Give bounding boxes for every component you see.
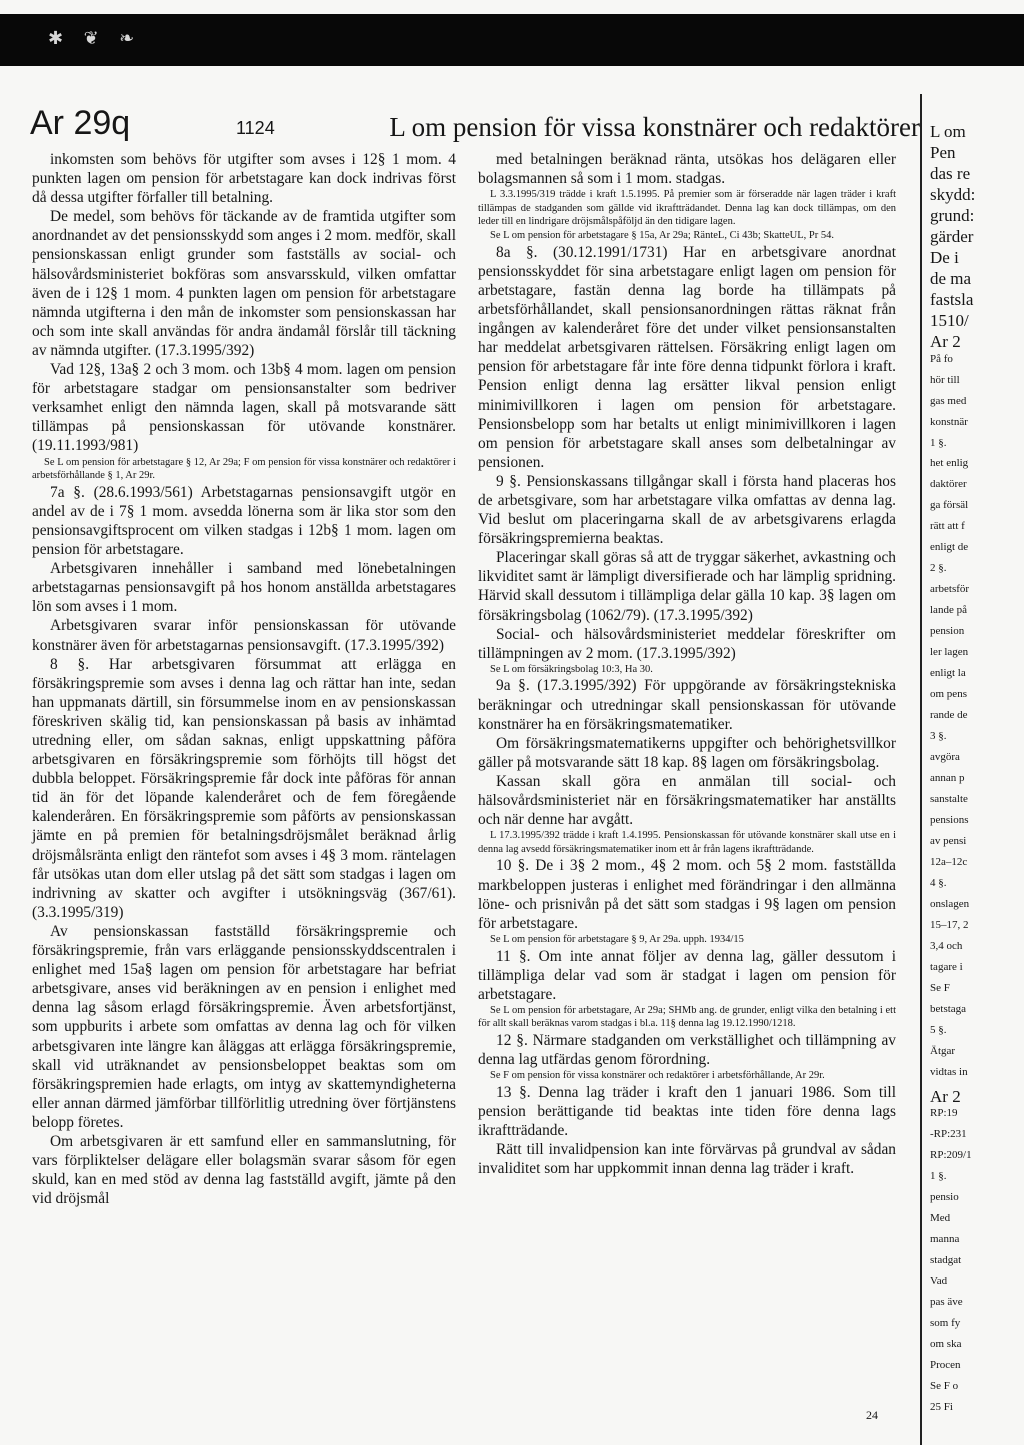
strip-fragment: 1 §.	[930, 437, 947, 449]
paragraph: 8 §. Har arbetsgivaren försummat att erlägga en försäkringspremie som avses i denna lag och rättar han inte, sedan han uppmanats därtill, sin försummelse inom en av pensionskassan föreskriven skälig tid, kan pensionskassan på basis av inhämtad utredning eller, om sådan saknas, enligt uppskattning påföra arbetsgivaren en försäkringspremie som förhöjts till högst det dubbla beloppet. Försäkringspremie får dock inte påföras för annan tid än för det löpande kalenderåret och de fem föregående kalenderåren. En försäkringspremie som påförts av pensionskassan jämte en på premien för betalningsdröjsmålet beräknad årlig dröjsmålsränta enligt den räntefot som avses i 4§ 3 mom. räntelagen får utsökas utan dom eller utslag på det sätt som stadgas i lagen om indrivning av skatter och avgifter i utsökningsväg (367/61). (3.3.1995/319)	[32, 655, 456, 921]
strip-fragment: 1 §.	[930, 1170, 947, 1182]
strip-fragment: enligt la	[930, 667, 966, 679]
strip-fragment: rande de	[930, 709, 968, 721]
paragraph: Arbetsgivaren svarar inför pensionskassan för utövande konstnärer även för arbetstagarnas pensionsavgift. (17.3.1995/392)	[32, 617, 456, 654]
strip-fragment: Med	[930, 1212, 951, 1224]
paragraph: Om arbetsgivaren är ett samfund eller en sammanslutning, för vars förpliktelser delägare eller bolagsmän svarar såsom för egen skuld, kan en med stöd av denna lag fastställd avgift, jämte på den vid dröjsmål	[32, 1132, 456, 1208]
paragraph: inkomsten som behövs för utgifter som avses i 12§ 1 mom. 4 punkten lagen om pension för arbetstagare kan dock indrivas först då dessa utgifter förfaller till betalning.	[32, 151, 456, 207]
strip-fragment: stadgat	[930, 1254, 962, 1266]
strip-fragment: L om	[930, 122, 966, 141]
paragraph: 7a §. (28.6.1993/561) Arbetstagarnas pensionsavgift utgör en andel av de i 7§ 1 mom. avsedda lönerna som är lika stor som den pensionsavgiftsprocent om vilken stadgas i 12b§ 1 mom. lagen om pension för arbetstagare.	[32, 483, 456, 559]
strip-fragment: pensions	[930, 814, 969, 826]
paragraph: Social- och hälsovårdsministeriet meddelar föreskrifter om tillämpningen av 2 mom. (17.3.1995/392)	[478, 625, 896, 662]
paragraph: 10 §. De i 3§ 2 mom., 4§ 2 mom. och 5§ 2 mom. fastställda markbeloppen justeras i enlighet med förändringar i den allmänna löne- och prisnivån på det sätt som stadgas i 9§ lagen om pension för arbetstagare.	[478, 857, 896, 932]
strip-fragment: lande på	[930, 604, 967, 616]
strip-fragment: 2 §.	[930, 562, 947, 574]
strip-fragment: RP:19	[930, 1107, 958, 1119]
strip-fragment: gas med	[930, 395, 967, 407]
scan-top-bar	[0, 14, 1024, 66]
reference-note: Se L om pension för arbetstagare § 12, Ar 29a; F om pension för vissa konstnärer och redaktörer i arbetsförhållande § 1, Ar 29r.	[32, 456, 456, 482]
reference-note: L 17.3.1995/392 trädde i kraft 1.4.1995. Pensionskassan för utövande konstnärer skall utse en i denna lag avsedd försäkringsmatematiker inom ett år från lagens ikraftträdande.	[478, 830, 896, 855]
reference-note: L 3.3.1995/319 trädde i kraft 1.5.1995. På premier som är förseradde när lagen träder i kraft tillämpas de stadganden som gällde vid ikraftträdandet. Denna lag kan dock tillämpas, om den leder till en lindrigare dröjsmålspåföljd än den tidigare lagen.	[478, 189, 896, 228]
page-title: L om pension för vissa konstnärer och redaktörer	[389, 112, 920, 142]
strip-fragment: Vad	[930, 1275, 948, 1287]
paragraph: 9 §. Pensionskassans tillgångar skall i första hand placeras hos de arbetsgivare, som har arbetstagare vilka omfattas av denna lag. Vid beslut om placeringarna skall de av arbetsgivarens erlagda försäkringspremierna beaktas.	[478, 472, 896, 548]
right-column	[478, 150, 896, 1178]
reference-note: Se F om pension för vissa konstnärer och redaktörer i arbetsförhållande, Ar 29r.	[490, 1070, 825, 1082]
strip-fragment: 3 §.	[930, 730, 947, 742]
paragraph: Rätt till invalidpension kan inte förvärvas på grundval av sådan invaliditet som har uppkommit innan denna lag träder i kraft.	[478, 1141, 896, 1178]
page-number: 1124	[236, 118, 275, 138]
paragraph: 12 §. Närmare stadganden om verkställighet och tillämpning av denna lag utfärdas genom förordning.	[478, 1032, 896, 1069]
strip-fragment: tagare i	[930, 961, 963, 973]
strip-fragment: sanstalte	[930, 793, 968, 805]
strip-fragment: pensio	[930, 1191, 959, 1203]
reference-note: Se L om försäkringsbolag 10:3, Ha 30.	[490, 663, 653, 675]
paragraph: Placeringar skall göras så att de tryggar säkerhet, avkastning och likviditet samt är lämpligt diversifierade och har lämplig spridning. Härvid skall dessutom i tillämpliga delar gälla 10 kap. 3§ lagen om försäkringsbolag (1062/79). (17.3.1995/392)	[478, 549, 896, 624]
next-page-strip	[930, 122, 1024, 1445]
paragraph: Om försäkringsmatematikerns uppgifter och behörighetsvillkor gäller på motsvarande sätt 18 kap. 8§ lagen om försäkringsbolag.	[478, 734, 896, 771]
paragraph: 13 §. Denna lag träder i kraft den 1 januari 1986. Som till pension berättigande tid beaktas inte tiden före denna lags ikraftträdande.	[478, 1083, 896, 1140]
strip-fragment: daktörer	[930, 478, 967, 490]
strip-fragment: enligt de	[930, 541, 969, 553]
strip-fragment: gärder	[930, 227, 974, 246]
paragraph: Arbetsgivaren innehåller i samband med lönebetalningen arbetstagarnas pensionsavgift på hos honom anställda arbetstagares lön som avses i 1 mom.	[32, 560, 456, 616]
strip-fragment: betstaga	[930, 1003, 967, 1015]
strip-fragment: grund:	[930, 206, 975, 225]
strip-fragment: Ar 2	[930, 332, 961, 351]
paragraph: 11 §. Om inte annat följer av denna lag, gäller dessutom i tillämpliga delar vad som är stadgat i lagen om pension för arbetstagare.	[478, 947, 896, 1003]
paragraph: Av pensionskassan fastställd försäkringspremie och försäkringspremie, från vars erläggande pensionsskyddscentralen i enlighet med 15a§ lagen om pension för arbetstagare har befriat arbetsgivare, anses vid beräkningen av en pension i enlighet med denna lag såsom erlagd försäkringspremie. Även arbetsfortjänst, som uppburits i arbete som omfattas av denna lag och för vilken arbetsgivaren inte längre kan åläggas att erlägga försäkringspremie, skall vid uträknandet av pensionsbeloppet beaktas som om försäkringspremien hade erlagts, om intyg av skattemyndigheterna eller annan därmed jämförbar tillförlitlig utredning över förtjänstens belopp företes.	[32, 922, 456, 1131]
paragraph: 8a §. (30.12.1991/1731) Har en arbetsgivare anordnat pensionsskyddet för sina arbetstagare enligt lagen om pension för arbetstagare, fastän denna lag borde ha tillämpats på arbetsförhållandet, skall pensionsanordningen rättas räknat från ingången av kalenderåret före det under vilket pensionsanstalten har meddelat arbetsgivaren rättelsen. Försäkring enligt lagen om pension för arbetstagare får inte före denna tidpunkt förlora i kraft. Pension enligt denna lag ersätter likval pension enligt minimivillkoren i lagen om pension för arbetstagare. Pensionsbelopp som har betalts ut enligt minimivillkoren i lagen om pension för arbetstagare skall anses som delbetalningar av pensionen.	[478, 243, 896, 471]
reference-note: Se L om pension för arbetstagare § 9, Ar 29a. upph. 1934/15	[490, 933, 744, 945]
strip-fragment: ga försäl	[930, 499, 969, 511]
strip-fragment: På fo	[930, 353, 953, 365]
strip-fragment: av pensi	[930, 835, 967, 847]
strip-fragment: de ma	[930, 269, 972, 288]
strip-fragment: rätt att f	[930, 520, 965, 532]
strip-fragment: Se F o	[930, 1380, 959, 1392]
strip-fragment: Se F	[930, 982, 950, 994]
paragraph: 9a §. (17.3.1995/392) För uppgörande av försäkringstekniska beräkningar och utredningar skall pensionskassan för utövande konstnärer ha en försäkringsmatematiker.	[478, 677, 896, 733]
strip-fragment: 12a–12c	[930, 856, 968, 868]
strip-fragment: 4 §.	[930, 877, 947, 889]
reference-note: Se L om pension för arbetstagare § 15a, Ar 29a; RänteL, Ci 43b; SkatteUL, Pr 54.	[490, 230, 834, 242]
strip-fragment: skydd:	[930, 185, 976, 204]
folio: 24	[866, 1408, 878, 1422]
strip-fragment: De i	[930, 248, 959, 267]
section-label: Ar 29q	[30, 104, 131, 142]
strip-fragment: Ar 2	[930, 1087, 961, 1106]
strip-fragment: onslagen	[930, 898, 970, 910]
paragraph: Kassan skall göra en anmälan till social- och hälsovårdsministeriet när en försäkringsmatematiker har anställts och när denne har avgått.	[478, 772, 896, 829]
strip-fragment: 25 Fi	[930, 1401, 953, 1413]
strip-fragment: 1510/	[930, 311, 969, 330]
strip-fragment: das re	[930, 164, 971, 183]
strip-fragment: hör till	[930, 374, 960, 386]
page-header	[30, 104, 920, 144]
strip-fragment: het enlig	[930, 457, 969, 469]
strip-fragment: Pen	[930, 143, 956, 162]
strip-fragment: om pens	[930, 688, 967, 700]
scan-marks: ✱ ❦ ❧	[48, 28, 143, 48]
strip-fragment: pension	[930, 625, 965, 637]
strip-fragment: 5 §.	[930, 1024, 947, 1036]
strip-fragment: vidtas in	[930, 1066, 968, 1078]
strip-fragment: konstnär	[930, 416, 968, 428]
strip-fragment: pas äve	[930, 1296, 963, 1308]
strip-fragment: som fy	[930, 1317, 961, 1329]
strip-fragment: Ätgar	[930, 1045, 956, 1057]
page-edge-divider	[920, 94, 922, 1445]
paragraph: De medel, som behövs för täckande av de framtida utgifter som anordnandet av det pensionsskydd som anges i 2 mom. medför, skall pensionskassan enligt grunder som fastställs av social- och hälsovårdsministeriet bokföras som ansvarsskuld, vilken omfattar även de i 12§ 1 mom. 4 punkten lagen om pension för arbetstagare nämnda utgifterna i den mån de inkomster som pensionskassan har och som inte skall användas för andra ändamål förslår till täckning av nämnda utgifter. (17.3.1995/392)	[32, 208, 456, 359]
paragraph: med betalningen beräknad ränta, utsökas hos delägaren eller bolagsmannen så som i 1 mom. stadgas.	[478, 151, 896, 188]
strip-fragment: fastsla	[930, 290, 974, 309]
reference-note: Se L om pension för arbetstagare, Ar 29a; SHMb ang. de grunder, enligt vilka den betalning i ett för allt skall beräknas varom stadgas i bl.a. 11§ denna lag 19.12.1990/1218.	[478, 1004, 896, 1030]
strip-fragment: Procen	[930, 1359, 961, 1371]
paragraph: Vad 12§, 13a§ 2 och 3 mom. och 13b§ 4 mom. lagen om pension för arbetstagare stadgar om pensionsanstalter som bedriver verksamhet enligt den nämnda lagen, skall på motsvarande sätt tillämpas på pensionskassan för utövande konstnärer. (19.11.1993/981)	[32, 361, 456, 455]
strip-fragment: om ska	[930, 1338, 962, 1350]
left-column	[32, 150, 456, 1208]
strip-fragment: arbetsför	[930, 583, 970, 595]
strip-fragment: -RP:231	[930, 1128, 967, 1140]
strip-fragment: 3,4 och	[930, 940, 963, 952]
strip-fragment: 15–17, 2	[930, 919, 969, 931]
strip-fragment: annan p	[930, 772, 965, 784]
strip-fragment: avgöra	[930, 751, 960, 763]
strip-fragment: ler lagen	[930, 646, 969, 658]
strip-fragment: manna	[930, 1233, 960, 1245]
strip-fragment: RP:209/1	[930, 1149, 972, 1161]
